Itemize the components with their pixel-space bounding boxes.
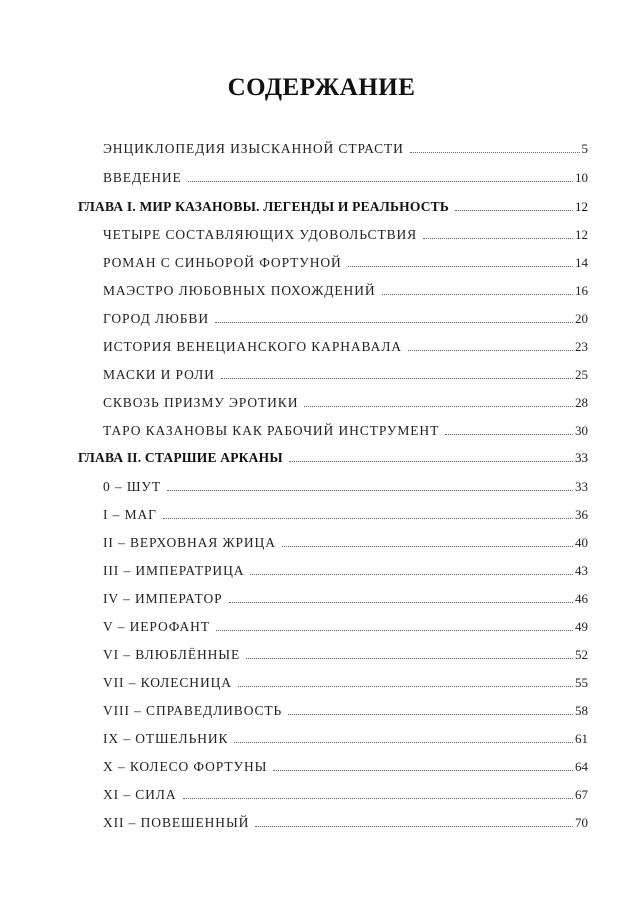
toc-entry[interactable] <box>103 307 588 327</box>
toc-entry-label: ВВЕДЕНИЕ <box>103 170 182 185</box>
toc-entry[interactable] <box>103 727 588 747</box>
toc-entry-page: 58 <box>575 703 588 718</box>
toc-entry-label: V – ИЕРОФАНТ <box>103 619 210 634</box>
dot-leader <box>238 685 573 687</box>
toc-entry-label: VII – КОЛЕСНИЦА <box>103 675 232 690</box>
toc-entry-label: ГЛАВА II. СТАРШИЕ АРКАНЫ <box>78 450 283 465</box>
toc-entry[interactable] <box>103 166 588 186</box>
dot-leader <box>382 293 574 295</box>
toc-entry-page: 36 <box>575 507 588 522</box>
toc-chapter-entry[interactable] <box>78 446 588 466</box>
toc-entry-page: 70 <box>575 815 588 830</box>
dot-leader <box>255 825 573 827</box>
toc-entry-page: 33 <box>575 479 588 494</box>
dot-leader <box>246 657 573 659</box>
toc-entry-page: 12 <box>575 227 588 242</box>
dot-leader <box>282 545 573 547</box>
toc-entry[interactable] <box>103 419 588 439</box>
toc-entry-page: 55 <box>575 675 588 690</box>
dot-leader <box>188 180 573 182</box>
toc-entry[interactable] <box>103 671 588 691</box>
toc-entry[interactable] <box>103 223 588 243</box>
toc-entry[interactable] <box>103 363 588 383</box>
toc-entry[interactable] <box>103 475 588 495</box>
toc-entry[interactable] <box>103 699 588 719</box>
toc-entry-label: I – МАГ <box>103 507 157 522</box>
toc-entry[interactable] <box>103 559 588 579</box>
dot-leader <box>455 209 573 211</box>
dot-leader <box>183 797 573 799</box>
toc-entry-label: X – КОЛЕСО ФОРТУНЫ <box>103 759 268 774</box>
toc-entry-label: XII – ПОВЕШЕННЫЙ <box>103 815 250 830</box>
dot-leader <box>250 573 573 575</box>
toc-entry[interactable] <box>103 531 588 551</box>
toc-entry-label: III – ИМПЕРАТРИЦА <box>103 563 245 578</box>
toc-entry[interactable] <box>103 391 588 411</box>
toc-entry[interactable] <box>103 643 588 663</box>
dot-leader <box>348 265 573 267</box>
dot-leader <box>288 713 573 715</box>
toc-entry-page: 52 <box>575 647 588 662</box>
toc-entry-label: IX – ОТШЕЛЬНИК <box>103 731 229 746</box>
toc-entry-label: VIII – СПРАВЕДЛИВОСТЬ <box>103 703 283 718</box>
dot-leader <box>289 460 573 462</box>
toc-entry-page: 30 <box>575 423 588 438</box>
toc-entry-page: 10 <box>575 170 588 185</box>
toc-entry[interactable] <box>103 587 588 607</box>
toc-entry-page: 25 <box>575 367 588 382</box>
toc-entry-label: ИСТОРИЯ ВЕНЕЦИАНСКОГО КАРНАВАЛА <box>103 339 402 354</box>
toc-entry[interactable] <box>103 137 588 157</box>
toc-entry-page: 14 <box>575 255 588 270</box>
toc-entry-label: МАСКИ И РОЛИ <box>103 367 215 382</box>
dot-leader <box>408 349 573 351</box>
dot-leader <box>221 377 573 379</box>
toc-entry-page: 23 <box>575 339 588 354</box>
toc-entry-page: 33 <box>575 450 588 465</box>
dot-leader <box>216 629 573 631</box>
toc-entry-page: 5 <box>581 141 588 156</box>
toc-entry-page: 20 <box>575 311 588 326</box>
toc-entry-label: II – ВЕРХОВНАЯ ЖРИЦА <box>103 535 276 550</box>
toc-entry[interactable] <box>103 503 588 523</box>
toc-entry-page: 16 <box>575 283 588 298</box>
dot-leader <box>167 489 573 491</box>
toc-entry-page: 40 <box>575 535 588 550</box>
toc-entry-label: МАЭСТРО ЛЮБОВНЫХ ПОХОЖДЕНИЙ <box>103 283 376 298</box>
dot-leader <box>410 151 580 153</box>
toc-entry-page: 67 <box>575 787 588 802</box>
toc-entry-label: 0 – ШУТ <box>103 479 161 494</box>
toc-entry[interactable] <box>103 783 588 803</box>
toc-entry-label: VI – ВЛЮБЛЁННЫЕ <box>103 647 241 662</box>
toc-entry-page: 49 <box>575 619 588 634</box>
toc-chapter-entry[interactable] <box>78 195 588 215</box>
toc-entry-label: ТАРО КАЗАНОВЫ КАК РАБОЧИЙ ИНСТРУМЕНТ <box>103 423 440 438</box>
toc-entry-label: ЧЕТЫРЕ СОСТАВЛЯЮЩИХ УДОВОЛЬСТВИЯ <box>103 227 418 242</box>
toc-entry-page: 61 <box>575 731 588 746</box>
toc-entry[interactable] <box>103 251 588 271</box>
toc-entry-page: 43 <box>575 563 588 578</box>
toc-entry[interactable] <box>103 811 588 831</box>
dot-leader <box>163 517 573 519</box>
dot-leader <box>234 741 573 743</box>
dot-leader <box>423 237 573 239</box>
toc-entry-page: 12 <box>575 199 588 214</box>
dot-leader <box>273 769 573 771</box>
toc-entry-label: IV – ИМПЕРАТОР <box>103 591 223 606</box>
toc-entry-label: СКВОЗЬ ПРИЗМУ ЭРОТИКИ <box>103 395 299 410</box>
toc-entry-label: ГОРОД ЛЮБВИ <box>103 311 209 326</box>
toc-entry-label: ЭНЦИКЛОПЕДИЯ ИЗЫСКАННОЙ СТРАСТИ <box>103 141 404 156</box>
toc-entry-page: 28 <box>575 395 588 410</box>
toc-entry[interactable] <box>103 335 588 355</box>
dot-leader <box>215 321 573 323</box>
toc-entry[interactable] <box>103 615 588 635</box>
toc-entry-page: 64 <box>575 759 588 774</box>
dot-leader <box>304 405 573 407</box>
toc-entry-label: ГЛАВА I. МИР КАЗАНОВЫ. ЛЕГЕНДЫ И РЕАЛЬНОСТЬ <box>78 199 449 214</box>
toc-entry[interactable] <box>103 279 588 299</box>
page-title: СОДЕРЖАНИЕ <box>227 74 416 101</box>
dot-leader <box>229 601 573 603</box>
toc-entry-label: XI – СИЛА <box>103 787 177 802</box>
toc-entry-page: 46 <box>575 591 588 606</box>
dot-leader <box>445 433 573 435</box>
toc-entry-label: РОМАН С СИНЬОРОЙ ФОРТУНОЙ <box>103 255 342 270</box>
toc-entry[interactable] <box>103 755 588 775</box>
